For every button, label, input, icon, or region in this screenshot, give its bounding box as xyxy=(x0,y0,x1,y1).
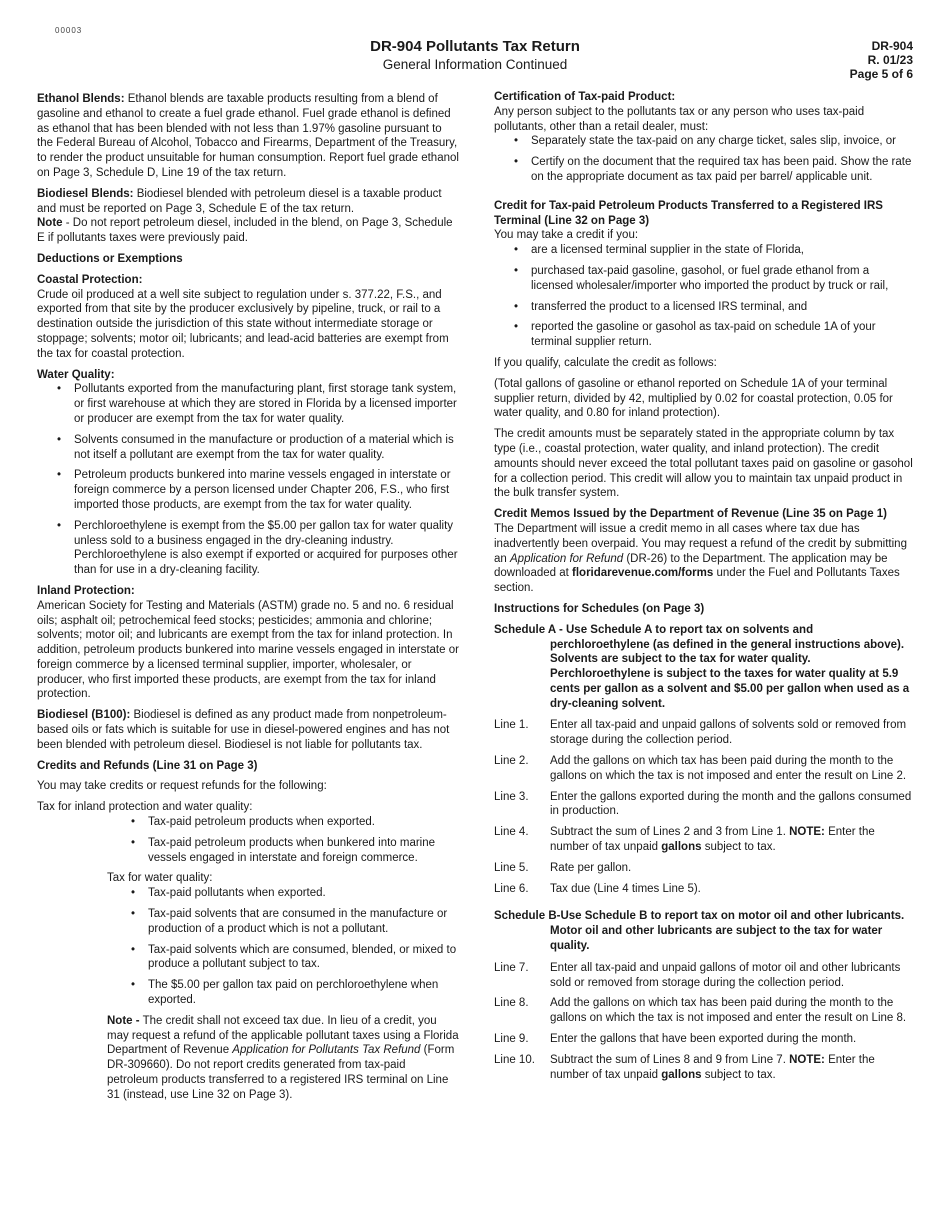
line-label: Line 5. xyxy=(494,861,529,874)
page-code: 00003 xyxy=(55,26,83,35)
ethanol-blends-heading: Ethanol Blends: xyxy=(37,93,125,105)
list-item: • purchased tax-paid gasoline, gasohol, or fuel grade ethanol from a licensed wholesaler/importer who imported the product by truck or rail, xyxy=(494,264,914,294)
credits-refunds-heading: Credits and Refunds (Line 31 on Page 3) xyxy=(37,759,258,772)
instruction-line xyxy=(494,996,914,1026)
line-label: Line 6. xyxy=(494,882,529,895)
ethanol-blends-text: Ethanol blends are taxable products resulting from a blend of gasoline and ethanol to create a fuel grade ethanol. Fuel grade ethanol is defined as ethanol that has been blended with not less than 1.97% gasoline pursuant to the Federal Bureau of Alcohol, Tobacco and Firearms, Department of the Treasury, to render the product unsuitable for human consumption. Report fuel grade ethanol on Page 3, Schedule D, Line 19 of the tax return. xyxy=(37,93,459,179)
instruction-line xyxy=(494,718,914,748)
credit-memos-text xyxy=(494,522,914,596)
irs-credit-heading: Credit for Tax-paid Petroleum Products Transferred to a Registered IRS Terminal (Line 32 on Page 3) xyxy=(494,199,883,227)
refund-note-text-a: The credit shall not exceed tax due. In lieu of a credit, you may request a refund of the applicable pollutant taxes using a Florida Department of Revenue xyxy=(107,1014,459,1057)
ethanol-blends-paragraph xyxy=(37,92,459,181)
coastal-protection-text: Crude oil produced at a well site subject to regulation under s. 377.22, F.S., and exported from that site by the producer exclusively by pipeline, truck, or rail to a destination outside the jurisdiction of this state without intermediate storage or stoppage; solvents; motor oil; lubricants; and lead-acid batteries are exempt from the tax for coastal protection. xyxy=(37,288,449,360)
credit-memos-text-a: The Department will issue a credit memo in all cases where tax due has inadvertently been overpaid. You may request a refund of the credit by submitting an xyxy=(494,522,907,565)
schedule-b-heading xyxy=(494,909,914,953)
biodiesel-b100-text: Biodiesel is defined as any product made from nonpetroleum-based oils or fats which is suitable for use in diesel-powered engines and has not been blended with petroleum diesel. Biodiesel is not liable for pollutants tax. xyxy=(37,709,450,751)
line-text: Add the gallons on which tax has been paid during the month to the gallons on which the tax is not imposed and enter the result on Line 8. xyxy=(550,997,907,1025)
right-column xyxy=(494,90,914,1088)
line-text xyxy=(550,825,914,855)
list-item: • Tax-paid solvents which are consumed, blended, or mixed to produce a pollutant subject to tax. xyxy=(37,943,459,973)
list-item: • Certify on the document that the required tax has been paid. Show the rate on the appropriate document as tax paid per barrel/ applicable unit. xyxy=(494,155,914,185)
inland-water-label: Tax for inland protection and water quality: xyxy=(37,801,253,814)
list-item: • are a licensed terminal supplier in the state of Florida, xyxy=(494,243,914,258)
line-note-label: NOTE: xyxy=(789,826,825,839)
list-item: • Tax-paid pollutants when exported. xyxy=(37,886,459,901)
form-id-block xyxy=(850,39,913,81)
certification-heading: Certification of Tax-paid Product: xyxy=(494,91,676,103)
line-note-label: NOTE: xyxy=(789,1053,825,1066)
list-item: • Tax-paid petroleum products when exported. xyxy=(37,815,459,830)
certification-text: Any person subject to the pollutants tax or any person who uses tax-paid pollutants, other than a retail dealer, must: xyxy=(494,105,865,133)
line-text-a: Subtract the sum of Lines 8 and 9 from Line 7. xyxy=(550,1053,790,1066)
line-text: Tax due (Line 4 times Line 5). xyxy=(550,882,701,895)
water-only-label: Tax for water quality: xyxy=(107,872,213,885)
list-item: • The $5.00 per gallon tax paid on perchloroethylene when exported. xyxy=(37,978,459,1008)
refund-note-text-b: (Form DR-309660). Do not report credits generated from tax-paid petroleum products transferred to a registered IRS terminal on Line 31 (instead, use Line 32 on Page 3). xyxy=(107,1044,455,1101)
line-text: Enter the gallons that have been exported during the month. xyxy=(550,1033,857,1046)
biodiesel-blends-paragraph xyxy=(37,187,459,246)
line-text-c: subject to tax. xyxy=(701,1068,776,1081)
water-only-list xyxy=(37,886,459,1008)
schedule-a-label: Schedule A - xyxy=(494,623,566,636)
refund-note xyxy=(37,1014,459,1103)
title-block xyxy=(0,38,950,73)
refund-note-label: Note - xyxy=(107,1014,140,1027)
instruction-line xyxy=(494,961,914,991)
irs-credit-intro: You may take a credit if you: xyxy=(494,229,639,242)
list-item: • Tax-paid petroleum products when bunkered into marine vessels engaged in interstate and foreign commerce. xyxy=(37,836,459,866)
list-item: • Pollutants exported from the manufacturing plant, first storage tank system, or first warehouse at which they are stored in Florida by a licensed importer or producer are exempt from the tax for water quality. xyxy=(37,382,459,426)
instruction-line xyxy=(494,861,914,876)
irs-credit-list xyxy=(494,243,914,350)
inland-water-list xyxy=(37,815,459,865)
line-text: Enter all tax-paid and unpaid gallons of motor oil and other lubricants sold or removed from storage during the collection period. xyxy=(550,961,901,989)
line-text: Rate per gallon. xyxy=(550,861,632,874)
biodiesel-b100-paragraph xyxy=(37,708,459,752)
line-label: Line 7. xyxy=(494,961,529,974)
coastal-protection-heading: Coastal Protection: xyxy=(37,273,143,286)
line-text-b: Enter the number of tax unpaid xyxy=(550,826,875,854)
line-text xyxy=(550,1053,914,1083)
deductions-heading: Deductions or Exemptions xyxy=(37,252,183,265)
line-text-b: Enter the number of tax unpaid xyxy=(550,1053,875,1081)
credit-memos-text-c: under the Fuel and Pollutants Taxes section. xyxy=(494,567,900,595)
biodiesel-b100-heading: Biodiesel (B100): xyxy=(37,709,131,722)
credit-memos-text-b: (DR-26) to the Department. The application may be downloaded at xyxy=(494,552,888,580)
page-subtitle: General Information Continued xyxy=(382,57,568,72)
line-label: Line 3. xyxy=(494,790,529,803)
certification-list xyxy=(494,134,914,184)
credit-memos-heading: Credit Memos Issued by the Department of Revenue (Line 35 on Page 1) xyxy=(494,508,888,521)
instruction-line xyxy=(494,882,914,897)
inland-protection-text: American Society for Testing and Materials (ASTM) grade no. 5 and no. 6 residual oils; asphalt oil; petrochemical feed stocks; pesticides; ammonia and chlorine; solvents; motor oil; and lubricants are exempt from the tax for inland protection. In addition, petroleum products bunkered into marine vessels engaged in interstate or foreign commerce by a licensed terminal supplier, importer, wholesaler, or producer, who first imported these products, are exempt from the tax for inland protection. xyxy=(37,599,459,701)
water-quality-list xyxy=(37,382,459,578)
line-text: Enter all tax-paid and unpaid gallons of solvents sold or removed from storage during the collection period. xyxy=(550,719,907,747)
instruction-line xyxy=(494,1053,914,1083)
line-text-a: Subtract the sum of Lines 2 and 3 from Line 1. xyxy=(550,826,790,839)
instruction-line xyxy=(494,1032,914,1047)
schedule-b-text: Use Schedule B to report tax on motor oil and other lubricants. Motor oil and other lubricants are subject to the tax for water quality. xyxy=(550,910,905,953)
form-number: DR-904 xyxy=(871,39,913,53)
line-label: Line 8. xyxy=(494,997,529,1010)
list-item: • Separately state the tax-paid on any charge ticket, sales slip, invoice, or xyxy=(494,134,914,149)
water-quality-heading: Water Quality: xyxy=(37,368,115,381)
note-text: - Do not report petroleum diesel, included in the blend, on Page 3, Schedule E if pollutants taxes were previously paid. xyxy=(37,217,453,245)
qualify-text: If you qualify, calculate the credit as follows: xyxy=(494,356,717,369)
note-label: Note xyxy=(37,217,63,230)
left-column xyxy=(37,92,459,1103)
form-revision: R. 01/23 xyxy=(867,53,913,67)
line-bold-word: gallons xyxy=(661,841,702,854)
list-item: • reported the gasoline or gasohol as tax-paid on schedule 1A of your terminal supplier return. xyxy=(494,320,914,350)
list-item: • Solvents consumed in the manufacture or production of a material which is not itself a pollutant are exempt from the tax for water quality. xyxy=(37,433,459,463)
line-label: Line 10. xyxy=(494,1053,535,1066)
schedule-b-label: Schedule B- xyxy=(494,910,561,923)
list-item: • Tax-paid solvents that are consumed in the manufacture or production of a product which is not a pollutant. xyxy=(37,907,459,937)
formula-text: (Total gallons of gasoline or ethanol reported on Schedule 1A of your terminal supplier return, divided by 42, multiplied by 0.02 for coastal protection, 0.05 for water quality, and 0.80 for inland protection). xyxy=(494,377,893,420)
list-item: • Petroleum products bunkered into marine vessels engaged in interstate or foreign commerce by a person licensed under Chapter 206, F.S., who first imported those products, are exempt from the tax for water quality. xyxy=(37,468,459,512)
credit-amounts-text: The credit amounts must be separately stated in the appropriate column by tax type (i.e., coastal protection, water quality, and inland protection). The credit amounts should never exceed the total pollutant taxes paid on gasoline or gasohol for a collection period. This credit will allow you to maintain tax unpaid product in the bulk transfer system. xyxy=(494,428,913,500)
refund-application-title: Application for Refund xyxy=(510,552,624,565)
biodiesel-blends-text: Biodiesel blended with petroleum diesel is a taxable product and must be reported on Page 3, Schedule E of the tax return. xyxy=(37,187,442,215)
page-number: Page 5 of 6 xyxy=(849,67,913,81)
line-label: Line 9. xyxy=(494,1033,529,1046)
list-item: • transferred the product to a licensed IRS terminal, and xyxy=(494,300,914,315)
biodiesel-blends-heading: Biodiesel Blends: xyxy=(37,187,134,200)
list-item: • Perchloroethylene is exempt from the $5.00 per gallon tax for water quality unless sold to a business engaged in the dry-cleaning industry. Perchloroethylene is also exempt if exported or acquired for purposes other than for use in a dry-cleaning facility. xyxy=(37,519,459,578)
coastal-protection-section xyxy=(37,273,459,362)
forms-link[interactable]: floridarevenue.com/forms xyxy=(572,567,714,580)
line-label: Line 4. xyxy=(494,826,529,839)
line-text-c: subject to tax. xyxy=(701,841,776,854)
schedule-instructions-heading: Instructions for Schedules (on Page 3) xyxy=(494,602,705,615)
line-text: Add the gallons on which tax has been paid during the month to the gallons on which the tax is not imposed and enter the result on Line 2. xyxy=(550,755,907,782)
instruction-line xyxy=(494,825,914,855)
credits-intro: You may take credits or request refunds for the following: xyxy=(37,780,327,793)
instruction-line xyxy=(494,790,914,820)
schedule-a-heading xyxy=(494,623,914,712)
instruction-line xyxy=(494,754,914,784)
schedule-a-text: Use Schedule A to report tax on solvents and perchloroethylene (as defined in the general instructions above). Solvents are subject to the tax for water quality. Perchloroethylene is subject to the taxes for water quality at 5.9 cents per gallon as a solvent and $5.00 per gallon when used as a dry-cleaning solvent. xyxy=(550,623,910,710)
line-label: Line 1. xyxy=(494,719,529,732)
refund-form-title: Application for Pollutants Tax Refund xyxy=(232,1044,421,1057)
inland-protection-heading: Inland Protection: xyxy=(37,584,135,597)
page-title: DR-904 Pollutants Tax Return xyxy=(370,38,580,55)
line-bold-word: gallons xyxy=(661,1068,702,1081)
line-label: Line 2. xyxy=(494,755,529,768)
line-text: Enter the gallons exported during the month and the gallons consumed in production. xyxy=(550,790,912,818)
inland-protection-section xyxy=(37,584,459,702)
